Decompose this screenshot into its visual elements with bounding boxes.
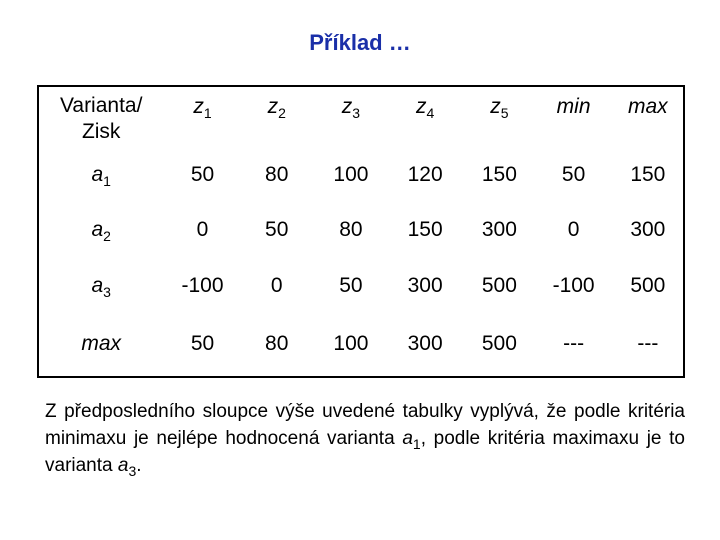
row-label-max: max: [81, 332, 122, 355]
header-label-line1: Varianta/: [59, 94, 143, 117]
table-cell: 150: [630, 162, 666, 186]
table-cell: 50: [561, 162, 586, 186]
table-header-row: [37, 85, 685, 147]
header-col-z5: $z_5$: [490, 95, 509, 122]
table-cell: 80: [265, 332, 289, 355]
header-label-cell: [37, 85, 165, 147]
table-row: [37, 258, 685, 314]
row-label-a2: $a_2$: [91, 218, 111, 245]
table-cell: 300: [407, 274, 443, 297]
header-col-z3: $z_3$: [341, 95, 361, 122]
table-cell: 120: [407, 162, 443, 186]
table-cell: 300: [407, 332, 443, 355]
header-col-z2: $z_2$: [267, 95, 286, 122]
table-cell: 50: [190, 332, 215, 355]
table-cell: 500: [481, 332, 517, 355]
table-cell: -100: [181, 274, 224, 297]
table-cell: 0: [567, 218, 580, 241]
table-cell: ---: [563, 332, 585, 355]
header-col-z4: $z_4$: [416, 95, 435, 122]
table-cell: 100: [333, 332, 369, 355]
table-cell: 0: [196, 218, 209, 241]
header-col-min: min: [556, 95, 591, 118]
table-cell: 80: [265, 162, 289, 186]
row-label-a3: $a_3$: [91, 274, 111, 301]
header-col-max: max: [628, 95, 668, 118]
table-cell: 300: [630, 218, 666, 241]
table-row: [37, 202, 685, 258]
table-cell: 80: [339, 218, 363, 241]
table-cell: 300: [481, 218, 517, 241]
row-label-a1: $a_1$: [91, 162, 111, 189]
table-cell: 500: [630, 274, 666, 297]
table-row: [37, 147, 685, 202]
header-label-line2: Zisk: [81, 120, 121, 143]
page-title: Příklad …: [309, 30, 411, 55]
table-cell: 150: [481, 162, 517, 186]
header-col-z1: $z_1$: [193, 95, 212, 122]
table-cell: ---: [637, 332, 659, 355]
table-cell: 150: [407, 218, 443, 241]
payoff-table: [37, 85, 685, 374]
table-row: [37, 314, 685, 374]
table-cell: 50: [265, 218, 289, 241]
table-cell: 50: [339, 274, 363, 297]
table-cell: 0: [270, 274, 283, 297]
table-cell: 100: [333, 162, 369, 186]
conclusion-text: Z předposledního sloupce výše uvedené tabulky vyplývá, že podle kritéria minimaxu je nejlépe hodnocená varianta $a_1$, podle kritéria maximaxu je to varianta $a_3$.: [45, 401, 685, 479]
table-cell: 500: [481, 274, 517, 297]
table-cell: -100: [552, 274, 595, 297]
table-cell: 50: [190, 162, 215, 186]
